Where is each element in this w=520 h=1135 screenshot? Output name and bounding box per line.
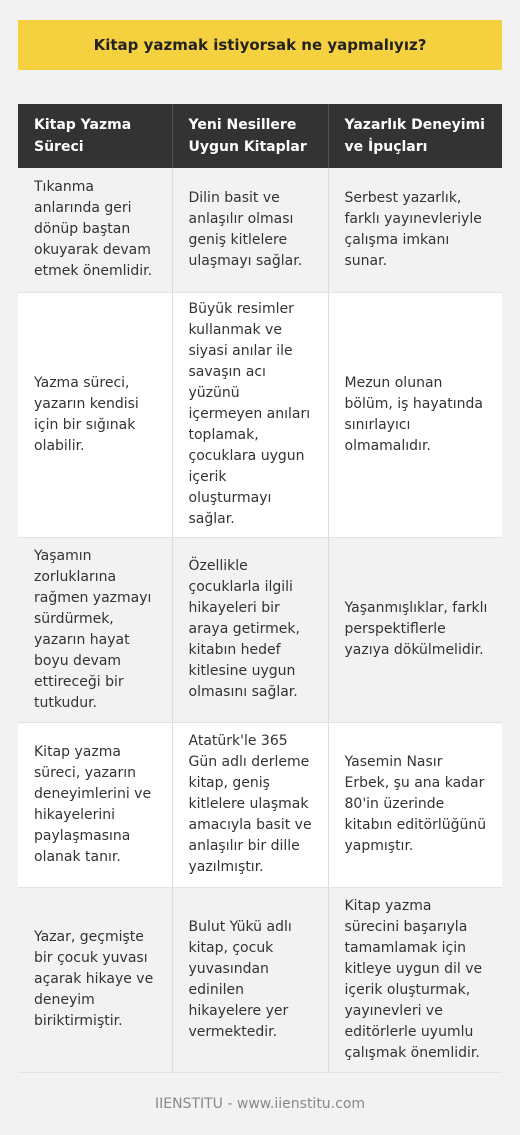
- table-row: [18, 722, 502, 887]
- table-row: [18, 168, 502, 292]
- table-cell: Serbest yazarlık, farklı yayınevleriyle çalışma imkanı sunar.: [328, 168, 502, 292]
- table-cell: Mezun olunan bölüm, iş hayatında sınırlayıcı olmamalıdır.: [328, 292, 502, 537]
- table-row: [18, 887, 502, 1072]
- table-cell: Tıkanma anlarında geri dönüp baştan okuyarak devam etmek önemlidir.: [18, 168, 172, 292]
- table-cell: Büyük resimler kullanmak ve siyasi anılar ile savaşın acı yüzünü içermeyen anıları toplamak, çocuklara uygun içerik oluşturmayı sağlar.: [172, 292, 328, 537]
- table-cell: Yaşamın zorluklarına rağmen yazmayı sürdürmek, yazarın hayat boyu devam ettireceği bir tutkudur.: [18, 537, 172, 722]
- page-title: Kitap yazmak istiyorsak ne yapmalıyız?: [18, 20, 502, 70]
- table-row: [18, 537, 502, 722]
- table-cell: Yazma süreci, yazarın kendisi için bir sığınak olabilir.: [18, 292, 172, 537]
- footer-credit: IIENSTITU - www.iienstitu.com: [154, 1096, 366, 1112]
- table-row: [18, 292, 502, 537]
- column-header: Kitap Yazma Süreci: [18, 104, 172, 168]
- table-cell: Özellikle çocuklarla ilgili hikayeleri bir araya getirmek, kitabın hedef kitlesine uygun olmasını sağlar.: [172, 537, 328, 722]
- table-cell: Kitap yazma süreci, yazarın deneyimlerini ve hikayelerini paylaşmasına olanak tanır.: [18, 722, 172, 887]
- table-header-row: [18, 104, 502, 168]
- table-cell: Dilin basit ve anlaşılır olması geniş kitlelere ulaşmayı sağlar.: [172, 168, 328, 292]
- table-cell: Bulut Yükü adlı kitap, çocuk yuvasından edinilen hikayelere yer vermektedir.: [172, 887, 328, 1072]
- table-cell: Atatürk'le 365 Gün adlı derleme kitap, geniş kitlelere ulaşmak amacıyla basit ve anlaşılır bir dille yazılmıştır.: [172, 722, 328, 887]
- table-cell: Kitap yazma sürecini başarıyla tamamlamak için kitleye uygun dil ve içerik oluşturmak, yayınevleri ve editörlerle uyumlu çalışmak önemlidir.: [328, 887, 502, 1072]
- comparison-table: [18, 104, 502, 1073]
- table-cell: Yazar, geçmişte bir çocuk yuvası açarak hikaye ve deneyim biriktirmiştir.: [18, 887, 172, 1072]
- table-cell: Yaşanmışlıklar, farklı perspektiflerle yazıya dökülmelidir.: [328, 537, 502, 722]
- table-cell: Yasemin Nasır Erbek, şu ana kadar 80'in üzerinde kitabın editörlüğünü yapmıştır.: [328, 722, 502, 887]
- column-header: Yazarlık Deneyimi ve İpuçları: [328, 104, 502, 168]
- column-header: Yeni Nesillere Uygun Kitaplar: [172, 104, 328, 168]
